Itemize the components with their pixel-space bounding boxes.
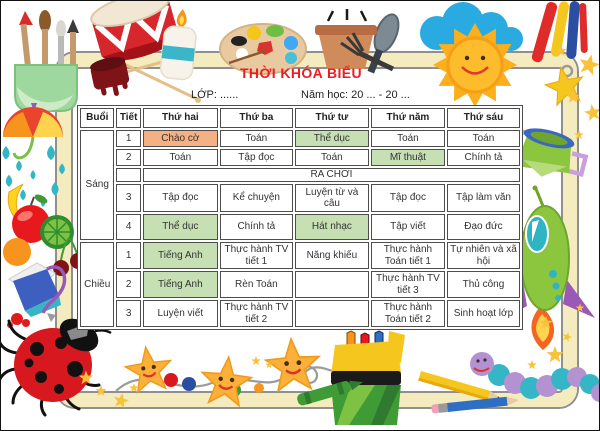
period-cell: 3 xyxy=(116,184,140,212)
subject-cell: Đạo đức xyxy=(447,214,520,240)
period-cell: 3 xyxy=(116,300,140,327)
column-header: Thứ hai xyxy=(143,108,218,128)
subject-cell: Thể dục xyxy=(295,130,369,147)
subject-cell: Tập viết xyxy=(371,214,445,240)
subject-cell: Chào cờ xyxy=(143,130,218,147)
period-cell: 1 xyxy=(116,130,140,147)
paintbrush-pot-clipart xyxy=(15,10,79,111)
period-cell-empty xyxy=(116,168,140,182)
subject-cell: Thực hành TV tiết 1 xyxy=(220,242,293,269)
subject-cell: Toán xyxy=(295,149,369,166)
subject-cell: Luyện từ và câu xyxy=(295,184,369,212)
column-header: Thứ tư xyxy=(295,108,369,128)
subject-cell: Kể chuyện xyxy=(220,184,293,212)
period-cell: 1 xyxy=(116,242,140,269)
subject-cell: Tiếng Anh xyxy=(143,242,218,269)
subject-cell: Thủ công xyxy=(447,271,520,298)
subject-cell: Luyện viết xyxy=(143,300,218,327)
subject-cell: Thực hành TV tiết 2 xyxy=(220,300,293,327)
column-header: Thứ ba xyxy=(220,108,293,128)
timetable xyxy=(77,105,523,330)
subject-cell: Toán xyxy=(220,130,293,147)
school-year-label: Năm học: 20 ... - 20 ... xyxy=(301,89,410,101)
session-cell-chieu: Chiều xyxy=(80,242,114,327)
subject-cell: Hát nhạc xyxy=(295,214,369,240)
subject-cell: Thực hành Toán tiết 1 xyxy=(371,242,445,269)
subject-cell: Năng khiếu xyxy=(295,242,369,269)
class-label: LỚP: ...... xyxy=(191,89,239,101)
subject-cell: Tập đọc xyxy=(143,184,218,212)
fruits-clipart xyxy=(3,184,86,276)
break-cell: RA CHƠI xyxy=(143,168,520,182)
subject-cell: Tiếng Anh xyxy=(143,271,218,298)
column-header: Thứ năm xyxy=(371,108,445,128)
column-header: Buổi xyxy=(80,108,114,128)
column-header: Thứ sáu xyxy=(447,108,520,128)
period-cell: 4 xyxy=(116,214,140,240)
subject-cell: Toán xyxy=(447,130,520,147)
subject-cell: Toán xyxy=(371,130,445,147)
page-title: THỜI KHÓA BIỂU xyxy=(239,65,363,81)
subject-cell xyxy=(295,300,369,327)
subject-cell: Mĩ thuật xyxy=(371,149,445,166)
subject-cell: Chính tả xyxy=(220,214,293,240)
period-cell: 2 xyxy=(116,271,140,298)
column-header: Tiết xyxy=(116,108,140,128)
subject-cell: Chính tả xyxy=(447,149,520,166)
subject-cell: Tập làm văn xyxy=(447,184,520,212)
subject-cell: Tự nhiên và xã hội xyxy=(447,242,520,269)
subject-cell: Toán xyxy=(143,149,218,166)
subject-cell: Tập đọc xyxy=(220,149,293,166)
subject-cell: Thực hành TV tiết 3 xyxy=(371,271,445,298)
subject-cell: Thực hành Toán tiết 2 xyxy=(371,300,445,327)
subject-cell: Sinh hoạt lớp xyxy=(447,300,520,327)
subject-cell: Rèn Toán xyxy=(220,271,293,298)
crayon-box-clipart xyxy=(331,331,405,425)
subject-cell xyxy=(295,271,369,298)
subject-cell: Thể dục xyxy=(143,214,218,240)
subject-cell: Tập đọc xyxy=(371,184,445,212)
session-cell-sang: Sáng xyxy=(80,130,114,240)
period-cell: 2 xyxy=(116,149,140,166)
